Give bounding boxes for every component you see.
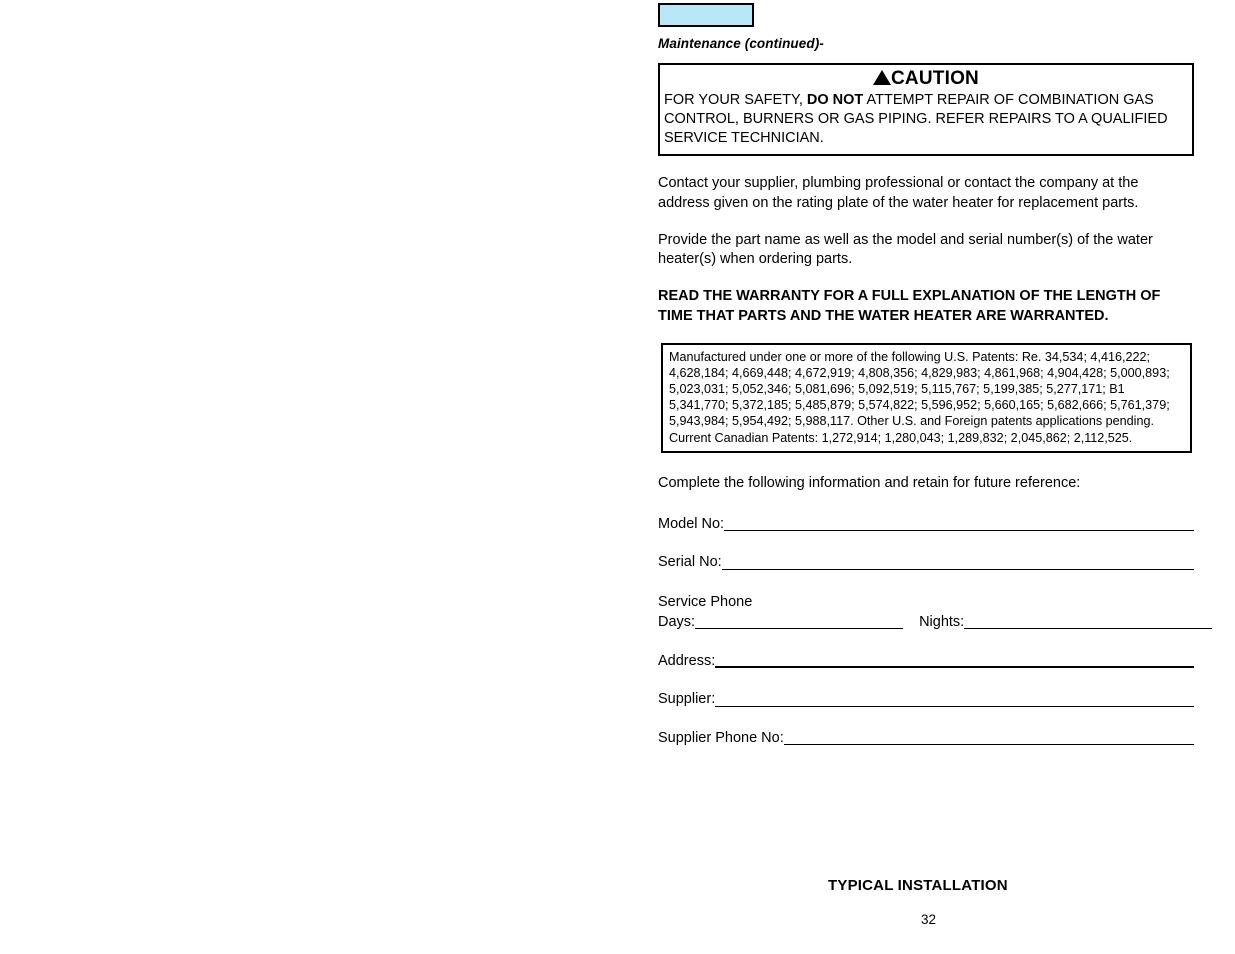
caution-box <box>658 63 1194 156</box>
field-input-supplier[interactable] <box>715 693 1194 707</box>
caution-text-emphasis: DO NOT <box>806 91 864 108</box>
paragraph-provide-part-name: Provide the part name as well as the model and serial number(s) of the water heater(s) when ordering parts. <box>658 231 1153 268</box>
field-input-nights[interactable] <box>964 615 1212 629</box>
right-column <box>658 0 1194 745</box>
record-intro-text: Complete the following information and retain for future reference: <box>658 474 1081 491</box>
field-label-days: Days: <box>658 613 696 630</box>
caution-heading <box>660 69 1192 89</box>
field-label-nights: Nights: <box>919 613 965 630</box>
page-number: 32 <box>921 912 937 927</box>
field-label-supplier-phone-no: Supplier Phone No: <box>658 729 784 746</box>
paragraph-contact-supplier: Contact your supplier, plumbing professional or contact the company at the address given on the rating plate of the water heater for replacement parts. <box>658 175 1139 211</box>
field-label-address: Address: <box>658 652 716 669</box>
field-label-supplier: Supplier: <box>658 691 716 708</box>
patent-text: Manufactured under one or more of the following U.S. Patents: Re. 34,534; 4,416,222; 4,628,184; 4,669,448; 4,672,919; 4,808,356; 4,829,983; 4,861,968; 4,904,428; 5,000,893; 5,023,031; 5,052,346; 5,081,696; 5,092,519; 5,115,767; 5,199,385; 5,277,171; B1 5,341,770; 5,372,185; 5,485,879; 5,574,822; 5,596,952; 5,660,165; 5,682,666; 5,761,379; 5,943,984; 5,954,492; 5,988,117. Other U.S. and Foreign patents applications pending. Current Canadian Patents: 1,272,914; 1,280,043; 1,289,832; 2,045,862; 2,112,525. <box>669 350 1170 445</box>
field-serial-no <box>658 555 1194 570</box>
field-input-model-no[interactable] <box>724 517 1194 531</box>
caution-heading-text: CAUTION <box>891 68 979 89</box>
caution-text-part2: ATTEMPT REPAIR OF COMBINATION GAS CONTROL, BURNERS OR GAS PIPING. REFER REPAIRS TO A QUALIFIED SERVICE TECHNICIAN. <box>664 91 1168 147</box>
field-label-model-no: Model No: <box>658 515 725 532</box>
caution-body <box>660 89 1192 148</box>
field-label-service-phone: Service Phone <box>658 593 753 610</box>
field-address <box>658 653 1194 668</box>
field-supplier <box>658 692 1194 707</box>
field-input-days[interactable] <box>695 615 903 629</box>
field-input-serial-no[interactable] <box>722 556 1194 570</box>
caution-text-part1: FOR YOUR SAFETY, <box>664 91 807 108</box>
section-subtitle: Maintenance (continued)- <box>658 36 824 51</box>
field-input-supplier-phone-no[interactable] <box>784 731 1194 745</box>
figure-caption: TYPICAL INSTALLATION <box>828 877 1008 894</box>
patent-box <box>661 343 1192 453</box>
field-model-no <box>658 517 1194 532</box>
warranty-notice: READ THE WARRANTY FOR A FULL EXPLANATION OF THE LENGTH OF TIME THAT PARTS AND THE WATER HEATER ARE WARRANTED. <box>658 288 1161 324</box>
field-days-nights <box>658 615 1194 630</box>
field-label-serial-no: Serial No: <box>658 554 722 571</box>
field-input-address[interactable] <box>715 653 1194 668</box>
warning-triangle-icon <box>873 70 891 85</box>
field-supplier-phone-no <box>658 731 1194 746</box>
section-highlight-tab <box>658 3 754 27</box>
